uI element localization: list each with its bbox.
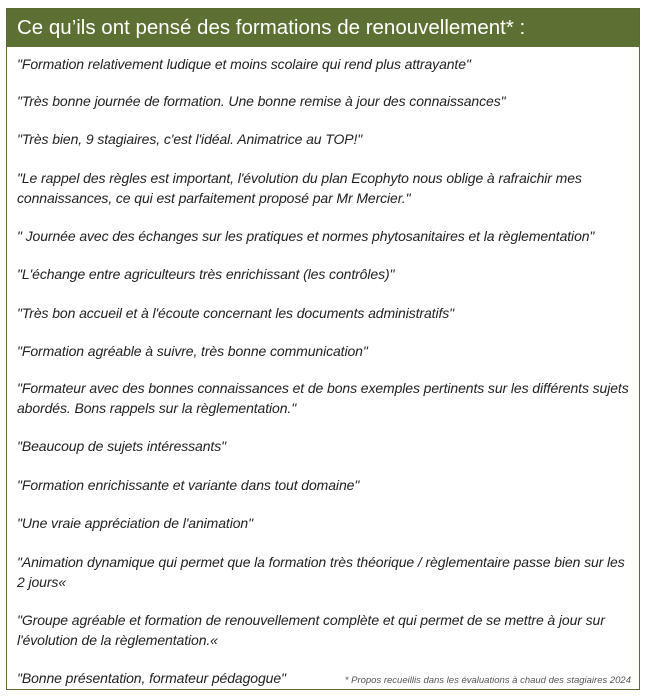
footnote: * Propos recueillis dans les évaluations à chaud des stagiaires 2024 [344,675,631,686]
quote-item: "Très bonne journée de formation. Une bonne remise à jour des connaissances" [17,93,506,109]
quote-item: "Formation agréable à suivre, très bonne communication" [17,343,368,359]
panel-title: Ce qu’ils ont pensé des formations de renouvellement* : [7,9,639,47]
quote-item: "Formateur avec des bonnes connaissances et de bons exemples pertinents sur les différents sujets abordés. Bons rappels sur la règlementation." [17,380,629,416]
quote-item: "L'échange entre agriculteurs très enrichissant (les contrôles)" [17,266,395,282]
quote-item: "Le rappel des règles est important, l'évolution du plan Ecophyto nous oblige à rafraichir mes connaissances, ce qui est parfaitement proposé par Mr Mercier." [17,170,582,206]
quote-item: "Animation dynamique qui permet que la formation très théorique / règlementaire passe bien sur les 2 jours« [17,554,625,590]
quote-item: "Bonne présentation, formateur pédagogue" [17,670,286,686]
quote-item: "Beaucoup de sujets intéressants" [17,438,226,454]
testimonials-panel [6,8,640,690]
quote-item: "Groupe agréable et formation de renouvellement complète et qui permet de se mettre à jour sur l'évolution de la règlementation.« [17,612,605,648]
quote-item: "Très bon accueil et à l'écoute concernant les documents administratifs" [17,305,455,321]
quote-item: "Une vraie appréciation de l'animation" [17,515,253,531]
quote-item: "Très bien, 9 stagiaires, c'est l'idéal. Animatrice au TOP!" [17,131,363,147]
quote-item: "Formation relativement ludique et moins scolaire qui rend plus attrayante" [17,56,471,72]
quote-item: "Formation enrichissante et variante dans tout domaine" [17,477,360,493]
quote-item: " Journée avec des échanges sur les pratiques et normes phytosanitaires et la règlementation" [17,228,595,244]
